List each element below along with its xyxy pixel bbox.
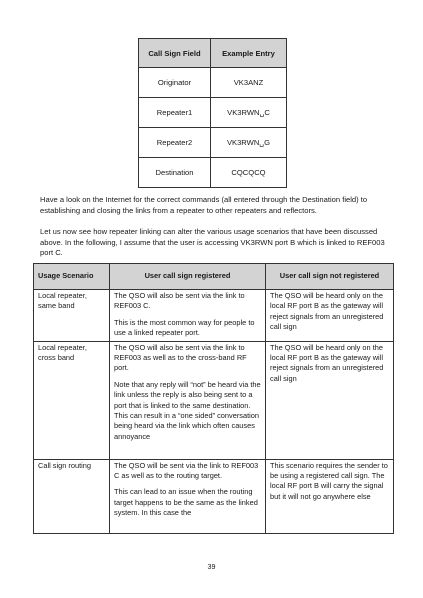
registered-cell [110,290,266,342]
cell-text: The QSO will also be sent via the link to REF003 C. [114,291,245,311]
field-cell: Repeater2 [139,128,211,158]
field-cell: Repeater1 [139,98,211,128]
paragraph-internet-commands: Have a look on the Internet for the correct commands (all entered through the Destination field) to establishing and closing the links from a repeater to other repeaters and reflectors. [40,195,368,215]
cell-text: This can lead to an issue when the routing target happens to be the same as the linked system. In this case the [114,487,258,518]
cell-text: The QSO will be sent via the link to REF003 C as well as to the routing target. [114,460,259,481]
scenario-cell: Local repeater, cross band [34,341,110,459]
table-row [34,459,394,533]
page-number: 39 [207,562,216,571]
cell-text: Note that any reply will “not” be heard via the link unless the reply is also being sent to a port that is linked to the same destination. This can result in a “one sided” conversation being heard via the link which often causes annoyance [114,379,261,441]
field-cell: Destination [139,158,211,188]
not-registered-cell: The QSO will be heard only on the local RF port B as the gateway will reject signals from an unregistered call sign [266,341,394,459]
paragraph-repeater-linking: Let us now see how repeater linking can alter the various usage scenarios that have been discussed above. In the following, I assume that the user is accessing VK3RWN port B which is linked to REF003 port C. [40,227,385,257]
column-header: Usage Scenario [34,264,110,290]
cell-text: This is the most common way for people to use a linked repeater port. [114,317,255,338]
example-cell: CQCQCQ [211,158,287,188]
column-header: Call Sign Field [139,39,211,68]
column-header: User call sign not registered [266,264,394,290]
registered-cell [110,341,266,459]
example-cell: VK3RWN␣C [211,98,287,128]
column-header: User call sign registered [110,264,266,290]
example-cell: VK3RWN␣G [211,128,287,158]
usage-scenario-table [33,263,394,534]
column-header: Example Entry [211,39,287,68]
not-registered-cell: This scenario requires the sender to be using a registered call sign. The local RF port B will carry the signal but it will not go anywhere else [266,459,394,533]
registered-cell [110,459,266,533]
not-registered-cell: The QSO will be heard only on the local RF port B as the gateway will reject signals from an unregistered call sign [266,290,394,342]
cell-text: The QSO will also be sent via the link to REF003 as well as to the cross-band RF port. [114,342,247,373]
scenario-cell: Call sign routing [34,459,110,533]
example-cell: VK3ANZ [211,68,287,98]
scenario-cell: Local repeater, same band [34,290,110,342]
table-row [34,290,394,342]
field-cell: Originator [139,68,211,98]
table-row [34,341,394,459]
